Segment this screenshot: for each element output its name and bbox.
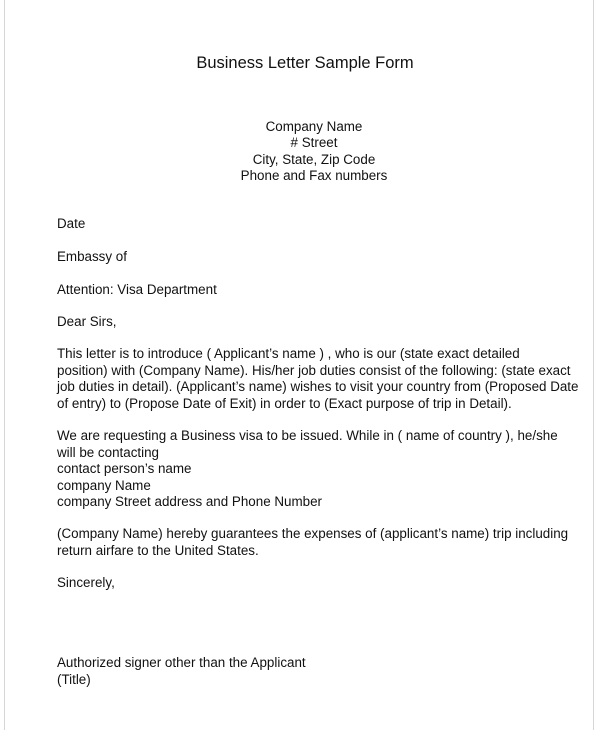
company-phone-fax: Phone and Fax numbers — [240, 167, 388, 183]
closing: Sincerely, — [57, 575, 115, 590]
company-address-block — [5, 119, 600, 184]
paragraph-line: position) with (Company Name). His/her job duties consist of the following: (state exact — [57, 362, 571, 378]
company-name: Company Name — [265, 119, 363, 134]
paragraph-line: of entry) to (Propose Date of Exit) in order to (Exact purpose of trip in Detail). — [57, 395, 512, 411]
introduction-paragraph — [57, 346, 577, 412]
paragraph-line: (Company Name) hereby guarantees the expenses of (applicant’s name) trip including — [57, 526, 569, 541]
paragraph-line: return airfare to the United States. — [57, 542, 259, 558]
contact-person-line: contact person’s name — [57, 461, 192, 476]
embassy-line: Embassy of — [57, 249, 127, 264]
letter-page — [4, 0, 594, 730]
contact-company-line: company Name — [57, 477, 151, 493]
guarantee-paragraph — [57, 526, 577, 559]
company-street: # Street — [290, 135, 338, 151]
company-city-state-zip: City, State, Zip Code — [252, 151, 376, 167]
paragraph-line: will be contacting — [57, 444, 159, 460]
paragraph-line: This letter is to introduce ( Applicant’s name ) , who is our (state exact detailed — [57, 346, 520, 361]
paragraph-line: job duties in detail). (Applicant’s name) wishes to visit your country from (Proposed Date — [57, 379, 579, 394]
contact-address-line: company Street address and Phone Number — [57, 494, 322, 509]
attention-line: Attention: Visa Department — [57, 282, 217, 297]
signer-line: Authorized signer other than the Applicant — [57, 655, 306, 670]
signer-title: (Title) — [57, 671, 91, 687]
signature-block — [57, 655, 577, 688]
date-line: Date — [57, 216, 86, 231]
document-title: Business Letter Sample Form — [196, 54, 414, 72]
visa-request-paragraph — [57, 428, 577, 511]
paragraph-line: We are requesting a Business visa to be issued. While in ( name of country ), he/she — [57, 428, 558, 443]
salutation: Dear Sirs, — [57, 314, 117, 329]
